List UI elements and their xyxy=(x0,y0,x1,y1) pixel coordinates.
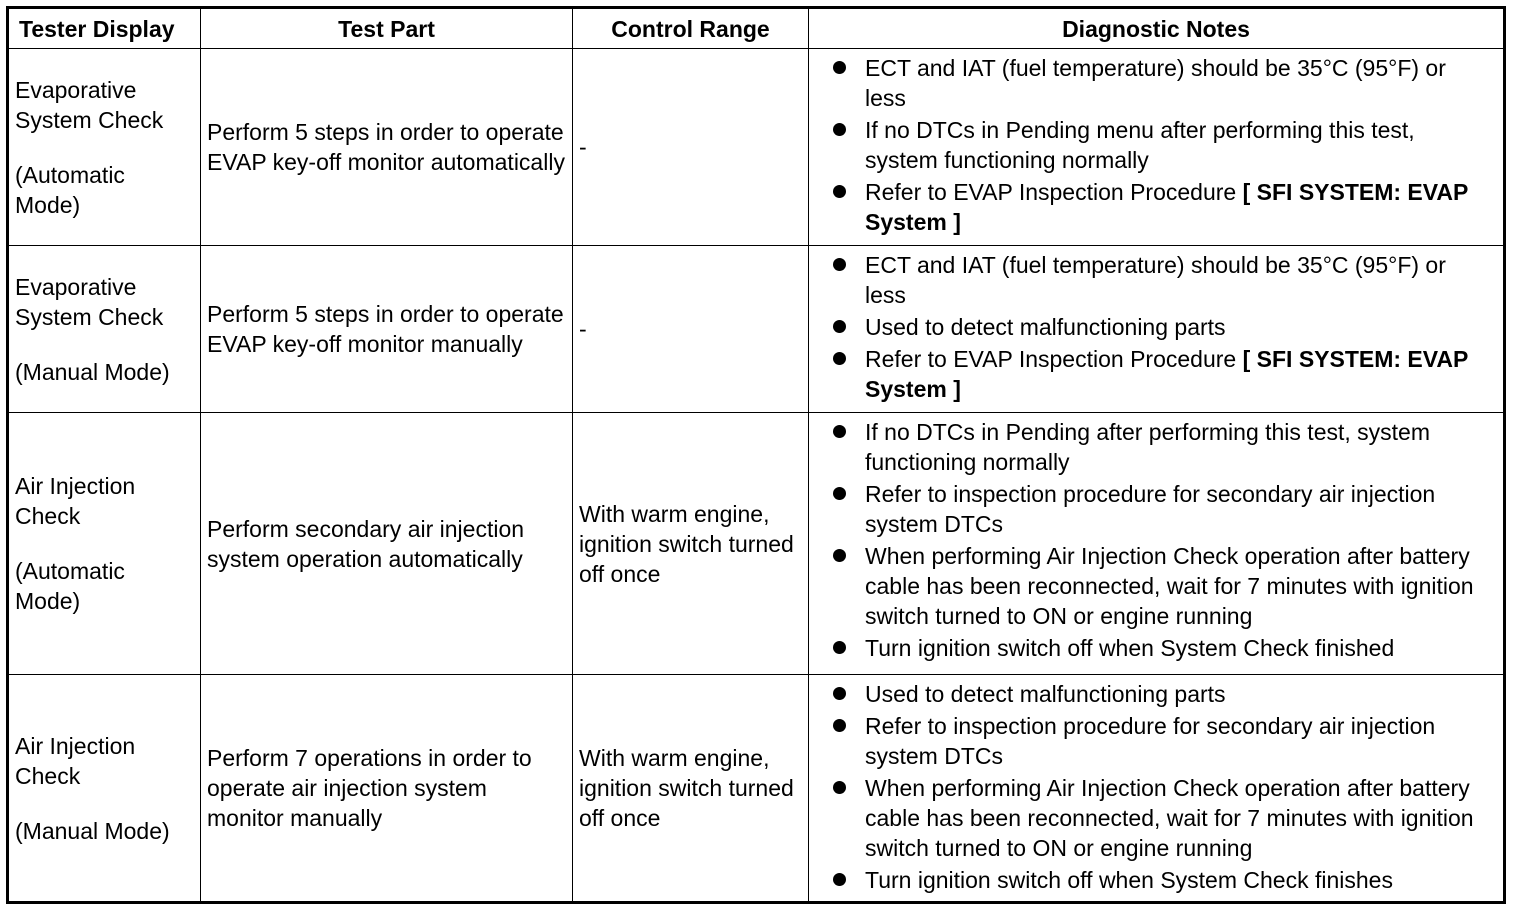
notes-list xyxy=(831,53,1493,237)
cell-diagnostic-notes xyxy=(809,49,1503,246)
header-test-part: Test Part xyxy=(201,9,573,49)
note-item xyxy=(831,711,1493,771)
bullet-icon xyxy=(833,61,846,74)
tester-display-name: Evaporative System Check xyxy=(15,76,164,133)
bullet-icon xyxy=(833,320,846,333)
tester-display-mode: (Automatic Mode) xyxy=(15,558,125,614)
header-tester-display: Tester Display xyxy=(9,9,201,49)
note-item xyxy=(831,53,1493,113)
note-text: If no DTCs in Pending menu after performing this test, system functioning normally xyxy=(865,117,1415,173)
note-reference: [ SFI SYSTEM: EVAP System ] xyxy=(865,179,1468,235)
cell-control-range xyxy=(573,246,809,413)
diagnostic-table xyxy=(6,6,1506,904)
note-text: If no DTCs in Pending after performing this test, system functioning normally xyxy=(865,419,1431,475)
note-text: Refer to EVAP Inspection Procedure xyxy=(865,346,1243,372)
tester-display-name: Evaporative System Check xyxy=(15,273,164,330)
bullet-icon xyxy=(833,123,846,136)
control-range-text: - xyxy=(579,316,587,342)
note-item xyxy=(831,344,1493,404)
bullet-icon xyxy=(833,258,846,271)
cell-control-range xyxy=(573,413,809,675)
note-text: Used to detect malfunctioning parts xyxy=(865,314,1226,340)
note-item xyxy=(831,633,1493,663)
note-text: Used to detect malfunctioning parts xyxy=(865,681,1226,707)
cell-test-part xyxy=(201,675,573,901)
cell-test-part xyxy=(201,49,573,246)
cell-diagnostic-notes xyxy=(809,413,1503,675)
cell-control-range xyxy=(573,49,809,246)
cell-diagnostic-notes xyxy=(809,675,1503,901)
note-item xyxy=(831,177,1493,237)
bullet-icon xyxy=(833,425,846,438)
tester-display-name: Air Injection Check xyxy=(15,732,136,789)
note-item xyxy=(831,417,1493,477)
header-diagnostic-notes: Diagnostic Notes xyxy=(809,9,1503,49)
cell-test-part xyxy=(201,246,573,413)
tester-display-mode: (Automatic Mode) xyxy=(15,161,125,218)
note-text: Refer to EVAP Inspection Procedure xyxy=(865,179,1243,205)
note-text: When performing Air Injection Check operation after battery cable has been reconnected, wait for 7 minutes with ignition switch turned to ON or engine running xyxy=(865,543,1474,629)
note-reference: [ SFI SYSTEM: EVAP System ] xyxy=(865,346,1468,402)
note-item xyxy=(831,773,1493,863)
bullet-icon xyxy=(833,487,846,500)
note-text: Refer to inspection procedure for secondary air injection system DTCs xyxy=(865,481,1436,537)
tester-display-mode: (Manual Mode) xyxy=(15,358,170,385)
control-range-text: With warm engine, ignition switch turned off once xyxy=(579,500,794,587)
bullet-icon xyxy=(833,549,846,562)
note-text: Turn ignition switch off when System Check finished xyxy=(865,635,1395,661)
cell-tester-display xyxy=(9,675,201,901)
tester-display-mode: (Manual Mode) xyxy=(15,817,170,844)
cell-tester-display xyxy=(9,413,201,675)
note-item xyxy=(831,541,1493,631)
note-text: When performing Air Injection Check operation after battery cable has been reconnected, wait for 7 minutes with ignition switch turned to ON or engine running xyxy=(865,775,1474,861)
note-text: Turn ignition switch off when System Check finishes xyxy=(865,867,1393,893)
header-control-range: Control Range xyxy=(573,9,809,49)
cell-control-range xyxy=(573,675,809,901)
control-range-text: - xyxy=(579,134,587,160)
note-item xyxy=(831,679,1493,709)
note-item xyxy=(831,312,1493,342)
bullet-icon xyxy=(833,873,846,886)
note-item xyxy=(831,115,1493,175)
note-text: ECT and IAT (fuel temperature) should be 35°C (95°F) or less xyxy=(865,55,1446,111)
control-range-text: With warm engine, ignition switch turned off once xyxy=(579,745,794,831)
tester-display-name: Air Injection Check xyxy=(15,473,136,529)
notes-list xyxy=(831,679,1493,895)
note-text: Refer to inspection procedure for secondary air injection system DTCs xyxy=(865,713,1436,769)
cell-diagnostic-notes xyxy=(809,246,1503,413)
note-item xyxy=(831,250,1493,310)
note-text: ECT and IAT (fuel temperature) should be 35°C (95°F) or less xyxy=(865,252,1446,308)
bullet-icon xyxy=(833,687,846,700)
bullet-icon xyxy=(833,352,846,365)
bullet-icon xyxy=(833,719,846,732)
test-part-text: Perform 7 operations in order to operate air injection system monitor manually xyxy=(207,745,532,831)
test-part-text: Perform secondary air injection system operation automatically xyxy=(207,515,525,572)
test-part-text: Perform 5 steps in order to operate EVAP key-off monitor manually xyxy=(207,301,564,357)
notes-list xyxy=(831,417,1493,663)
test-part-text: Perform 5 steps in order to operate EVAP key-off monitor automatically xyxy=(207,119,565,175)
cell-test-part xyxy=(201,413,573,675)
bullet-icon xyxy=(833,641,846,654)
cell-tester-display xyxy=(9,246,201,413)
bullet-icon xyxy=(833,185,846,198)
notes-list xyxy=(831,250,1493,404)
note-item xyxy=(831,479,1493,539)
note-item xyxy=(831,865,1493,895)
bullet-icon xyxy=(833,781,846,794)
cell-tester-display xyxy=(9,49,201,246)
